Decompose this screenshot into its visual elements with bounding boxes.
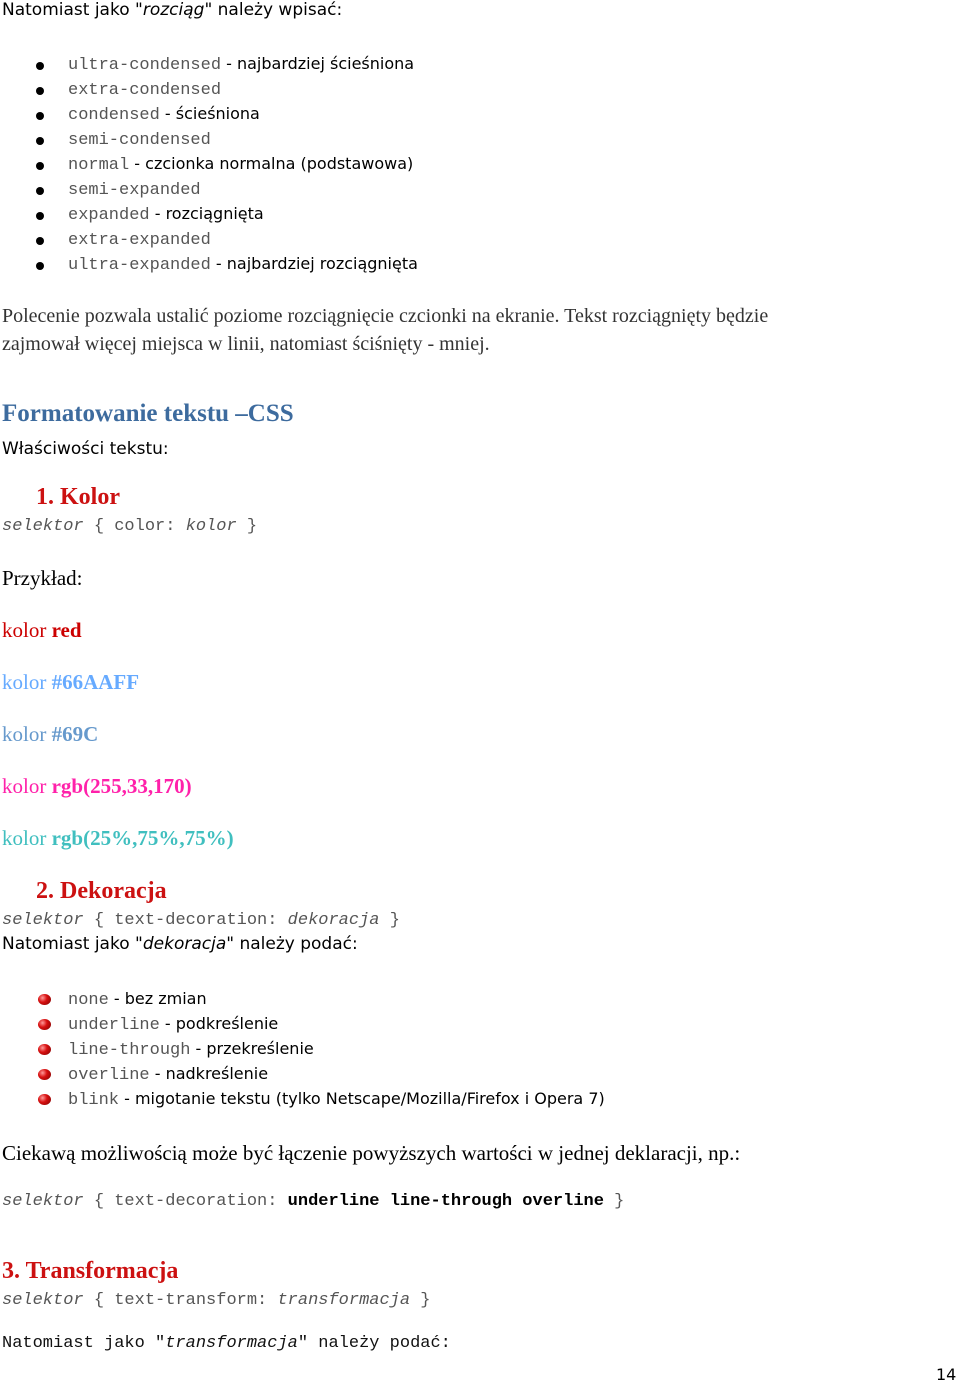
- color-example-66aaff: kolor #66AAFF: [2, 670, 140, 694]
- red-ball-bullet-icon: [38, 1019, 51, 1030]
- stretch-paragraph-line1: Polecenie pozwala ustalić poziome rozciągnięcie czcionki na ekranie. Tekst rozciągnięty będzie: [2, 305, 769, 327]
- list-item: semi-condensed: [68, 131, 211, 150]
- bullet-icon: [36, 112, 44, 120]
- list-item: overline - nadkreślenie: [68, 1064, 269, 1085]
- decoration-heading: 2. Dekoracja: [36, 878, 167, 904]
- intro-word: rozciąg: [142, 0, 205, 20]
- color-heading: 1. Kolor: [36, 484, 120, 510]
- intro-line: [2, 0, 342, 20]
- bullet-icon: [36, 162, 44, 170]
- list-item: underline - podkreślenie: [68, 1014, 279, 1035]
- color-example-69c: kolor #69C: [2, 722, 99, 746]
- red-ball-bullet-icon: [38, 1094, 51, 1105]
- bullet-icon: [36, 62, 44, 70]
- list-item: ultra-condensed - najbardziej ścieśniona: [68, 54, 415, 75]
- bullet-icon: [36, 262, 44, 270]
- intro-prefix: Natomiast jako ": [2, 0, 143, 20]
- bullet-icon: [36, 87, 44, 95]
- list-item: semi-expanded: [68, 181, 201, 200]
- bullet-icon: [36, 137, 44, 145]
- list-item: blink - migotanie tekstu (tylko Netscape/Mozilla/Firefox i Opera 7): [68, 1089, 605, 1110]
- intro-suffix: " należy wpisać:: [204, 0, 343, 20]
- section-title: Formatowanie tekstu –CSS: [2, 400, 294, 427]
- red-ball-bullet-icon: [38, 1069, 51, 1080]
- list-item: ultra-expanded - najbardziej rozciągnięta: [68, 254, 418, 275]
- color-example-red: kolor red: [2, 618, 82, 642]
- page-number: 14: [936, 1365, 957, 1384]
- color-syntax: selektor { color: kolor }: [2, 517, 258, 536]
- stretch-paragraph-line2: zajmował więcej miejsca w linii, natomiast ściśnięty - mniej.: [2, 333, 490, 355]
- red-ball-bullet-icon: [38, 1044, 51, 1055]
- list-item: extra-condensed: [68, 81, 222, 100]
- transform-heading: 3. Transformacja: [2, 1258, 179, 1284]
- combo-syntax: selektor { text-decoration: underline line-through overline }: [2, 1192, 625, 1211]
- transform-intro: Natomiast jako "transformacja" należy podać:: [2, 1334, 451, 1353]
- list-item: line-through - przekreślenie: [68, 1039, 314, 1060]
- color-example-rgb-pct: kolor rgb(25%,75%,75%): [2, 826, 234, 850]
- example-label: Przykład:: [2, 566, 83, 590]
- list-item: condensed - ścieśniona: [68, 104, 260, 125]
- bullet-icon: [36, 187, 44, 195]
- bullet-icon: [36, 212, 44, 220]
- list-item: none - bez zmian: [68, 989, 207, 1010]
- red-ball-bullet-icon: [38, 994, 51, 1005]
- bullet-icon: [36, 237, 44, 245]
- combo-text: Ciekawą możliwością może być łączenie powyższych wartości w jednej deklaracji, np.:: [2, 1141, 741, 1165]
- section-subtitle: Właściwości tekstu:: [2, 439, 169, 459]
- decoration-syntax: selektor { text-decoration: dekoracja }: [2, 911, 400, 930]
- decoration-intro: Natomiast jako "dekoracja" należy podać:: [2, 934, 358, 954]
- list-item: expanded - rozciągnięta: [68, 204, 264, 225]
- color-example-rgb-int: kolor rgb(255,33,170): [2, 774, 192, 798]
- list-item: normal - czcionka normalna (podstawowa): [68, 154, 414, 175]
- list-item: extra-expanded: [68, 231, 211, 250]
- transform-syntax: selektor { text-transform: transformacja }: [2, 1291, 431, 1310]
